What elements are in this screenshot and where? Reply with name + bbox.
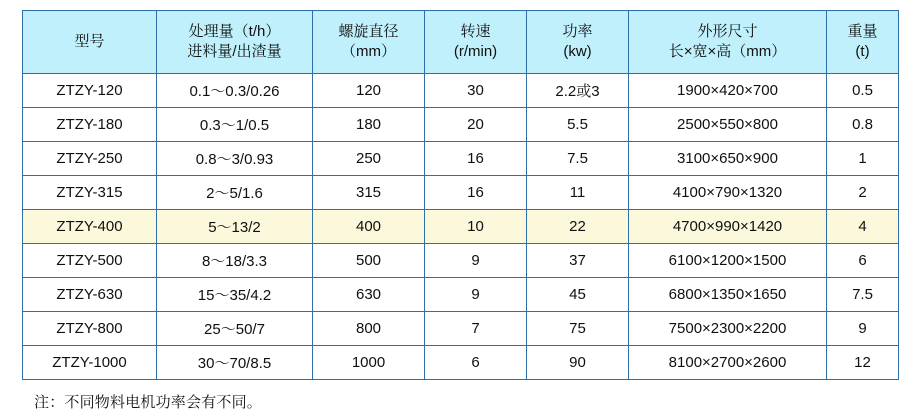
cell-screw-diameter: 180 xyxy=(313,108,425,142)
table-row xyxy=(23,108,899,142)
cell-capacity: 30～70/8.5 xyxy=(157,346,313,380)
cell-power: 37 xyxy=(527,244,629,278)
column-header-rotation-speed-line2: (r/min) xyxy=(453,43,498,60)
cell-rotation-speed: 20 xyxy=(425,108,527,142)
cell-dimensions: 6100×1200×1500 xyxy=(629,244,827,278)
cell-capacity: 25～50/7 xyxy=(157,312,313,346)
cell-screw-diameter: 120 xyxy=(313,74,425,108)
cell-power: 90 xyxy=(527,346,629,380)
table-row xyxy=(23,278,899,312)
column-header-dimensions-line1: 外形尺寸 xyxy=(697,22,758,40)
column-header-weight xyxy=(827,11,899,74)
cell-dimensions: 3100×650×900 xyxy=(629,142,827,176)
cell-rotation-speed: 6 xyxy=(425,346,527,380)
cell-capacity: 5～13/2 xyxy=(157,210,313,244)
table-row xyxy=(23,312,899,346)
cell-weight: 9 xyxy=(827,312,899,346)
column-header-power xyxy=(527,11,629,74)
cell-rotation-speed: 10 xyxy=(425,210,527,244)
cell-model: ZTZY-400 xyxy=(23,210,157,244)
table-row xyxy=(23,346,899,380)
cell-weight: 0.8 xyxy=(827,108,899,142)
cell-dimensions: 4700×990×1420 xyxy=(629,210,827,244)
column-header-screw-diameter-line1: 螺旋直径 xyxy=(338,22,399,40)
column-header-rotation-speed-line1: 转速 xyxy=(460,22,491,40)
cell-model: ZTZY-315 xyxy=(23,176,157,210)
cell-model: ZTZY-180 xyxy=(23,108,157,142)
cell-power: 11 xyxy=(527,176,629,210)
cell-dimensions: 7500×2300×2200 xyxy=(629,312,827,346)
cell-capacity: 8～18/3.3 xyxy=(157,244,313,278)
cell-model: ZTZY-1000 xyxy=(23,346,157,380)
column-header-weight-line1: 重量 xyxy=(847,22,878,40)
table-row xyxy=(23,74,899,108)
cell-weight: 7.5 xyxy=(827,278,899,312)
table-row-highlighted xyxy=(23,210,899,244)
cell-power: 5.5 xyxy=(527,108,629,142)
cell-screw-diameter: 315 xyxy=(313,176,425,210)
cell-rotation-speed: 16 xyxy=(425,142,527,176)
table-row xyxy=(23,176,899,210)
cell-dimensions: 8100×2700×2600 xyxy=(629,346,827,380)
cell-capacity: 0.1～0.3/0.26 xyxy=(157,74,313,108)
cell-weight: 1 xyxy=(827,142,899,176)
table-body xyxy=(23,74,899,380)
column-header-capacity-line1: 处理量（t/h） xyxy=(188,22,281,40)
column-header-power-line1: 功率 xyxy=(562,22,593,40)
column-header-weight-line2: (t) xyxy=(855,43,870,60)
column-header-screw-diameter-line2: （mm） xyxy=(341,43,396,60)
cell-model: ZTZY-250 xyxy=(23,142,157,176)
cell-model: ZTZY-630 xyxy=(23,278,157,312)
cell-rotation-speed: 9 xyxy=(425,278,527,312)
cell-power: 7.5 xyxy=(527,142,629,176)
cell-rotation-speed: 16 xyxy=(425,176,527,210)
cell-screw-diameter: 800 xyxy=(313,312,425,346)
cell-model: ZTZY-800 xyxy=(23,312,157,346)
cell-weight: 6 xyxy=(827,244,899,278)
cell-power: 22 xyxy=(527,210,629,244)
cell-weight: 4 xyxy=(827,210,899,244)
column-header-capacity-line2: 进料量/出渣量 xyxy=(187,43,282,60)
cell-capacity: 0.3～1/0.5 xyxy=(157,108,313,142)
cell-screw-diameter: 400 xyxy=(313,210,425,244)
cell-capacity: 2～5/1.6 xyxy=(157,176,313,210)
cell-model: ZTZY-500 xyxy=(23,244,157,278)
table-row xyxy=(23,244,899,278)
column-header-power-line2: (kw) xyxy=(563,43,592,60)
cell-power: 2.2或3 xyxy=(527,74,629,108)
cell-rotation-speed: 7 xyxy=(425,312,527,346)
cell-capacity: 15～35/4.2 xyxy=(157,278,313,312)
column-header-capacity xyxy=(157,11,313,74)
cell-capacity: 0.8～3/0.93 xyxy=(157,142,313,176)
cell-dimensions: 1900×420×700 xyxy=(629,74,827,108)
cell-weight: 2 xyxy=(827,176,899,210)
table-header xyxy=(23,11,899,74)
cell-weight: 0.5 xyxy=(827,74,899,108)
table-note: 注：不同物料电机功率会有不同。 xyxy=(34,394,263,411)
cell-power: 75 xyxy=(527,312,629,346)
cell-rotation-speed: 30 xyxy=(425,74,527,108)
cell-rotation-speed: 9 xyxy=(425,244,527,278)
specification-table xyxy=(22,10,899,380)
cell-model: ZTZY-120 xyxy=(23,74,157,108)
cell-screw-diameter: 500 xyxy=(313,244,425,278)
cell-power: 45 xyxy=(527,278,629,312)
cell-dimensions: 4100×790×1320 xyxy=(629,176,827,210)
table-header-row xyxy=(23,11,899,74)
cell-dimensions: 2500×550×800 xyxy=(629,108,827,142)
cell-screw-diameter: 630 xyxy=(313,278,425,312)
cell-screw-diameter: 1000 xyxy=(313,346,425,380)
column-header-model xyxy=(23,11,157,74)
column-header-screw-diameter xyxy=(313,11,425,74)
column-header-model-line1: 型号 xyxy=(74,32,105,50)
cell-dimensions: 6800×1350×1650 xyxy=(629,278,827,312)
column-header-dimensions-line2: 长×宽×高（mm） xyxy=(668,43,787,60)
column-header-dimensions xyxy=(629,11,827,74)
cell-screw-diameter: 250 xyxy=(313,142,425,176)
column-header-rotation-speed xyxy=(425,11,527,74)
table-row xyxy=(23,142,899,176)
cell-weight: 12 xyxy=(827,346,899,380)
